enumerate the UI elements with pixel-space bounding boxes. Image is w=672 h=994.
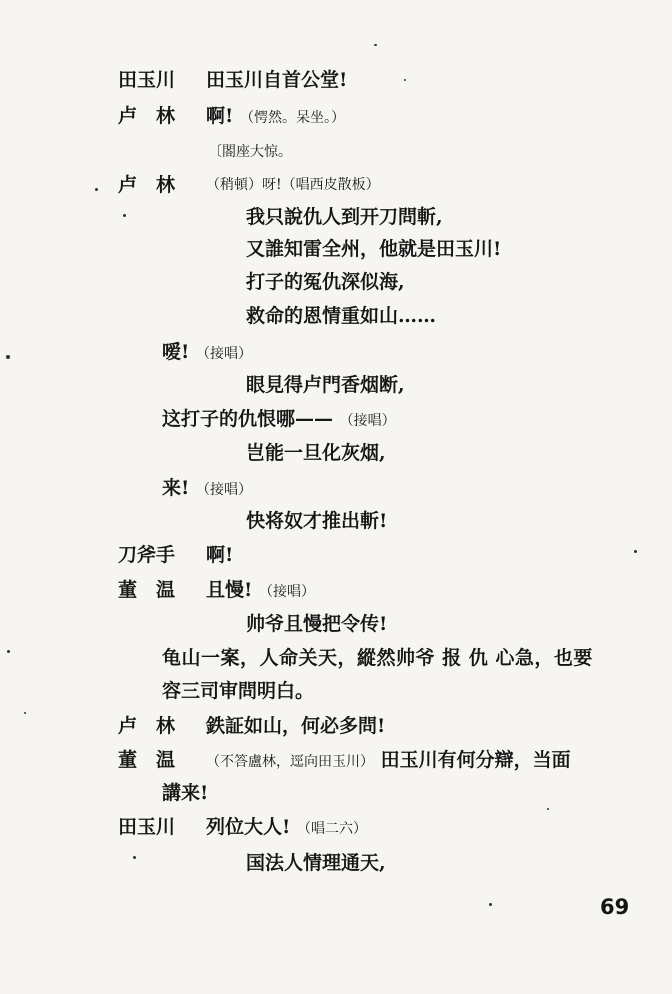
scan-speck: [6, 355, 10, 359]
sung-line: 又誰知雷全州，他就是田玉川!: [246, 238, 502, 260]
stage-direction: （接唱）: [195, 482, 252, 498]
dialogue-line: [162, 407, 396, 433]
speaker-label: 董 温: [118, 749, 176, 771]
stage-direction: （接唱）: [195, 346, 252, 362]
scan-speck: [7, 650, 10, 653]
stage-direction: （唱二六）: [296, 821, 367, 837]
dialogue-text: 田玉川有何分辯，当面: [380, 749, 571, 771]
scan-speck: [547, 808, 549, 810]
sung-line: 岂能一旦化灰烟,: [246, 442, 386, 464]
dialogue-text: 列位大人!: [206, 816, 291, 838]
stage-direction: （稍頓）呀!（唱西皮散板）: [206, 177, 380, 193]
sung-line: 我只說仇人到开刀問斬,: [246, 206, 443, 228]
speaker-label: 卢 林: [118, 105, 176, 127]
stage-direction: （不答盧林，逕向田玉川）: [206, 754, 374, 770]
speaker-label: 董 温: [118, 579, 176, 601]
scan-speck: [374, 44, 377, 46]
dialogue-line: [206, 578, 315, 604]
stage-direction: （接唱）: [258, 584, 315, 600]
sung-line: 帅爷且慢把令传!: [246, 613, 388, 635]
dialogue-line: 講来!: [162, 782, 209, 804]
dialogue-text: 啊!: [206, 105, 234, 127]
dialogue-line: 田玉川自首公堂!: [206, 69, 348, 91]
sung-line: 快将奴才推出斬!: [246, 510, 388, 532]
speaker-label: 田玉川: [118, 69, 176, 91]
dialogue-line: 龟山一案，人命关天，縱然帅爷 报 仇 心急，也要: [162, 647, 593, 669]
dialogue-line: 啊!: [206, 544, 234, 566]
stage-direction: 〔閤座大惊。: [208, 144, 292, 160]
scan-speck: [489, 903, 492, 906]
dialogue-line: [206, 748, 571, 774]
dialogue-line: 鉄証如山，何必多問!: [206, 715, 386, 737]
scan-speck: [24, 712, 26, 714]
dialogue-text: 来!: [162, 477, 190, 499]
speaker-label: 卢 林: [118, 715, 176, 737]
scan-speck: [123, 214, 126, 217]
speaker-label: 刀斧手: [118, 544, 176, 566]
stage-direction: （接唱）: [339, 413, 396, 429]
dialogue-text: 这打子的仇恨哪——: [162, 408, 334, 430]
sung-line: 国法人情理通天,: [246, 852, 386, 874]
dialogue-line: [206, 104, 345, 130]
sung-line: 眼見得卢門香烟断,: [246, 374, 405, 396]
speaker-label: 卢 林: [118, 174, 176, 196]
dialogue-text: 嗳!: [162, 341, 190, 363]
scan-speck: [634, 550, 637, 553]
dialogue-line: [162, 476, 252, 502]
dialogue-text: 且慢!: [206, 579, 253, 601]
dialogue-line: [206, 815, 367, 841]
speaker-label: 田玉川: [118, 816, 176, 838]
scan-speck: [133, 856, 136, 859]
page-number: 69: [600, 895, 630, 919]
stage-direction: （愕然。呆坐。）: [239, 110, 345, 126]
sung-line: 打子的冤仇深似海,: [246, 271, 405, 293]
scan-speck: [404, 79, 406, 81]
scan-speck: [95, 188, 98, 191]
dialogue-line: 容三司审問明白。: [162, 680, 315, 702]
dialogue-line: [162, 340, 252, 366]
sung-line: 救命的恩情重如山……: [246, 305, 437, 327]
